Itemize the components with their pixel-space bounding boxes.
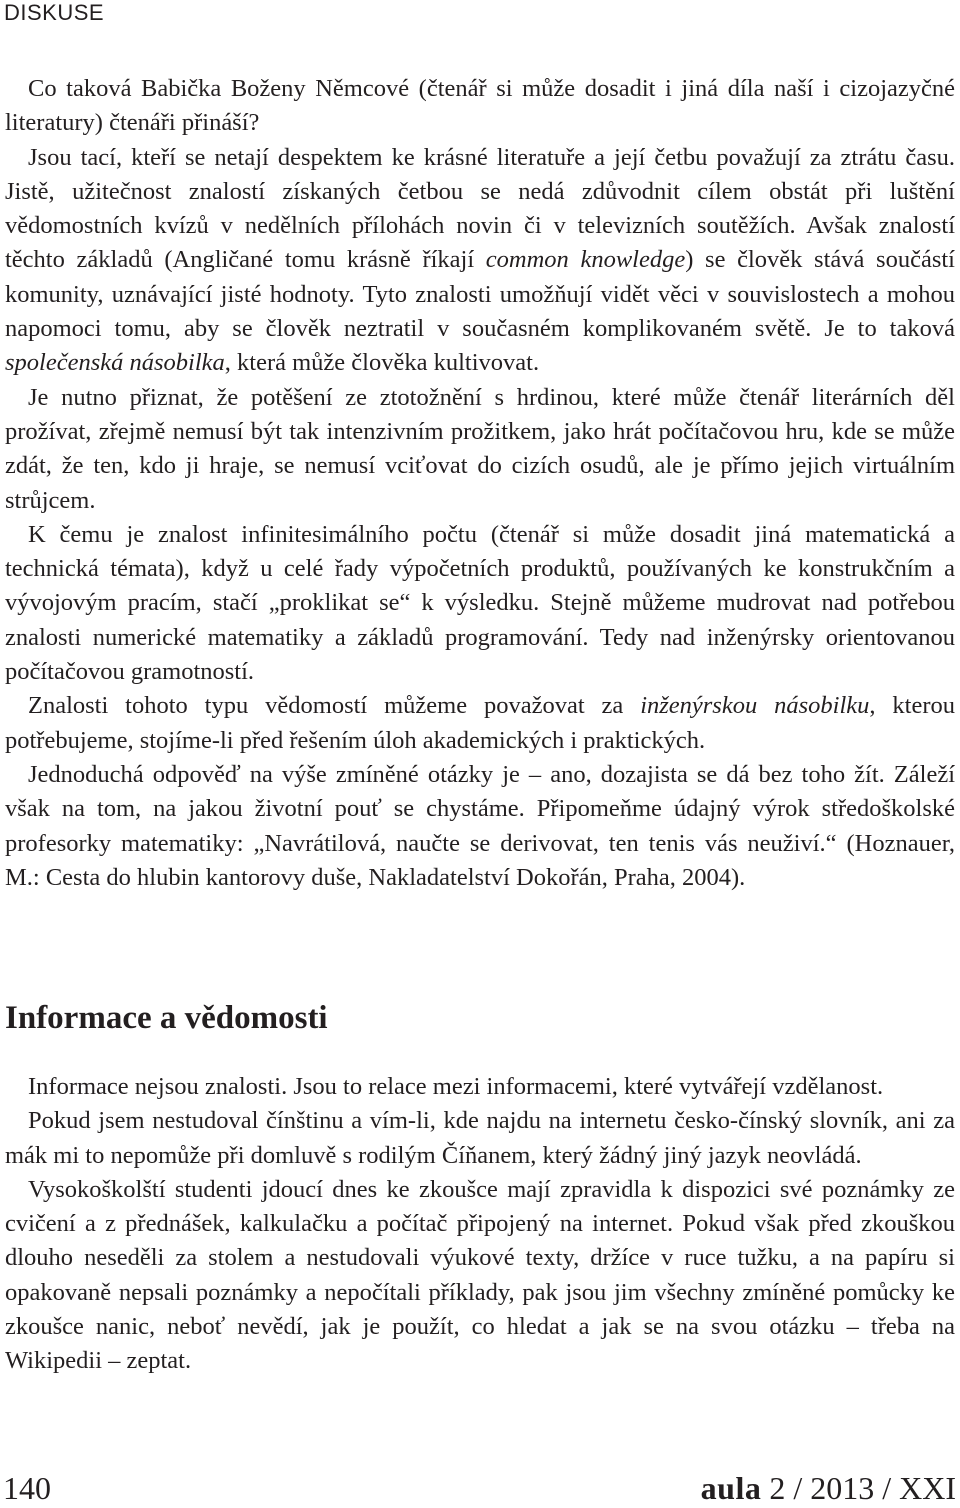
paragraph: [5, 1173, 955, 1379]
section-heading: Informace a vědomosti: [5, 1000, 328, 1036]
article-body: [5, 72, 955, 895]
paragraph-text: ) se člověk stává součástí komunity, uznávající jisté hodnoty. Tyto znalosti umožňují vidět věci v souvislostech a mohou napomoci tomu, aby se člověk neztratil v současném komplikovaném světě. Je to taková: [5, 246, 955, 343]
italic-term: inženýrskou násobilku: [640, 692, 870, 720]
paragraph: [5, 141, 955, 381]
paragraph: [5, 72, 955, 141]
paragraph-text: Znalosti tohoto typu vědomostí můžeme považovat za: [28, 692, 641, 720]
page-number: 140: [3, 1470, 51, 1506]
paragraph-text: K čemu je znalost infinitesimálního počtu (čtenář si může dosadit jiná matematická a technická témata), když u celé řady výpočetních produktů, používaných ke konstrukčním a vývojovým pracím, stačí „proklikat se“ k výsledku. Stejně můžeme mudrovat nad potřebou znalosti numerické matematiky a základů programování. Tedy nad inženýrsky orientovanou počítačovou gramotností.: [5, 520, 955, 686]
paragraph: [5, 381, 955, 518]
paragraph: [5, 1070, 955, 1104]
article-body-section2: [5, 1070, 955, 1379]
paragraph: [5, 1104, 955, 1173]
journal-brand: aula: [700, 1470, 762, 1506]
paragraph-text: Jednoduchá odpověď na výše zmíněné otázky je – ano, dozajista se dá bez toho žít. Záleží však na tom, na jakou životní pouť se chystáme. Připomeňme údajný výrok středoškolské profesorky matematiky: „Navrátilová, naučte se derivovat, ten tenis vás neuživí.“ (Hoznauer, M.: Cesta do hlubin kantorovy duše, Nakladatelství Dokořán, Praha, 2004).: [5, 760, 955, 891]
issue-label: 2 / 2013 / XXI: [769, 1470, 956, 1506]
paragraph: [5, 758, 955, 895]
paragraph-text: , kterou potřebujeme, stojíme-li před řešením úloh akademických i praktických.: [5, 692, 955, 754]
paragraph-text: Jsou tací, kteří se netají despektem ke krásné literatuře a její četbu považují za ztrátu času. Jistě, užitečnost znalostí získaných četbou se nedá zdůvodnit cílem obstát při luštění vědomostních kvízů v nedělních přílohách novin či v televizních soutěžích. Avšak znalostí těchto základů (Angličané tomu krásně říkají: [5, 143, 955, 274]
paragraph-text: Pokud jsem nestudoval čínštinu a vím-li, kde najdu na internetu česko-čínský slovník, ani za mák mi to nepomůže při domluvě s rodilým Číňanem, který žádný jiný jazyk neovládá.: [5, 1107, 955, 1169]
paragraph: [5, 689, 955, 758]
paragraph-text: Je nutno přiznat, že potěšení ze ztotožnění s hrdinou, které může čtenář literárních děl prožívat, zřejmě nemusí být tak intenzivním prožitkem, jako hrát počítačovou hru, kde se může zdát, že ten, kdo ji hraje, se nemusí vciťovat do cizích osudů, ale je přímo jejich virtuálním strůjcem.: [5, 383, 955, 514]
paragraph-text: Informace nejsou znalosti. Jsou to relace mezi informacemi, které vytvářejí vzdělanost.: [28, 1073, 884, 1100]
paragraph: [5, 518, 955, 689]
journal-issue: [701, 1470, 956, 1507]
paragraph-text: Co taková Babička Boženy Němcové (čtenář si může dosadit i jiná díla naší i cizojazyčné literatury) čtenáři přináší?: [5, 75, 955, 137]
italic-term: common knowledge: [485, 246, 686, 274]
paragraph-text: , která může člověka kultivovat.: [224, 349, 540, 377]
section-tag: DISKUSE: [4, 0, 105, 25]
italic-term: společenská násobilka: [5, 349, 225, 377]
paragraph-text: Vysokoškolští studenti jdoucí dnes ke zkoušce mají zpravidla k dispozici své poznámky ze cvičení a z přednášek, kalkulačku a počítač připojený na internet. Pokud však před zkouškou dlouho neseděli za stolem a nestudovali výukové texty, držíce v ruce tužku, a na papíru si opakovaně nepsali poznámky a nepočítali příklady, pak jsou jim všechny zmíněné pomůcky ke zkoušce nanic, neboť nevědí, jak je použít, co hledat a jak se na svou otázku – třeba na Wikipedii – zeptat.: [5, 1175, 955, 1375]
